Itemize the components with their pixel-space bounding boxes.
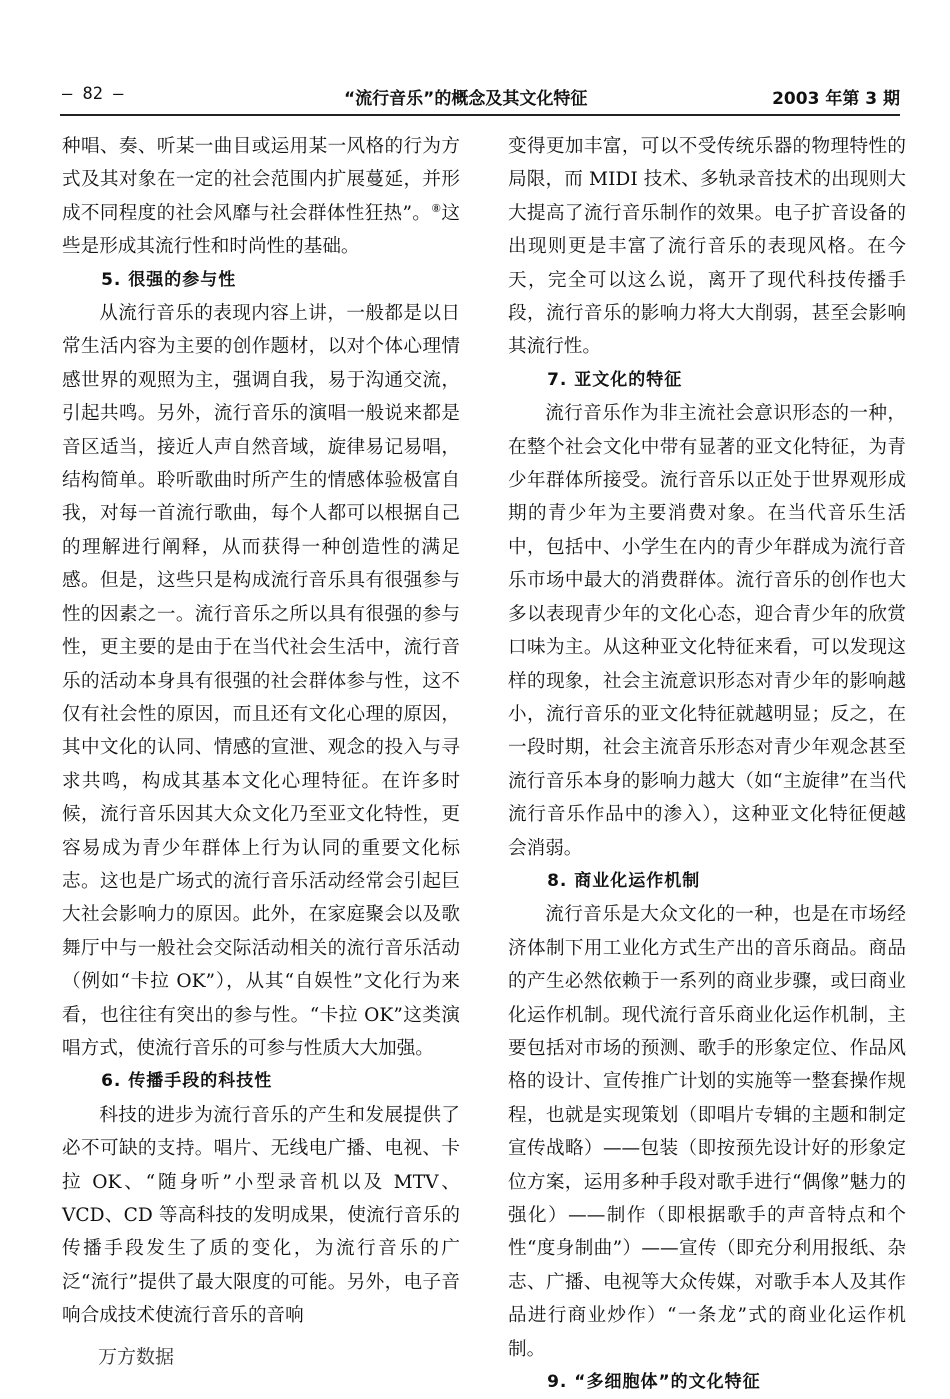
watermark-logo: 万方数据: [98, 1346, 175, 1368]
section-heading-9: 9. “多细胞体”的文化特征: [547, 1372, 761, 1393]
paragraph-continued: 变得更加丰富，可以不受传统乐器的物理特性的局限，而 MIDI 技术、多轨录音技术的出现则大大提高了流行音乐制作的效果。电子扩音设备的出现则更是丰富了流行音乐的表现风格。在今天，完全可以这么说，离开了现代科技传播手段，流行音乐的影响力将大大削弱，甚至会影响其流行性。: [508, 136, 906, 358]
footnote-marker: ⑧: [431, 201, 442, 215]
section-heading-8: 8. 商业化运作机制: [547, 870, 701, 891]
paragraph: 流行音乐作为非主流社会意识形态的一种，在整个社会文化中带有显著的亚文化特征，为青少年群体所接受。流行音乐以正处于世界观形成期的青少年为主要消费对象。在当代音乐生活中，包括中、小学生在内的青少年群成为流行音乐市场中最大的消费群体。流行音乐的创作也大多以表现青少年的文化心态，迎合青少年的欣赏口味为主。从这种亚文化特征来看，可以发现这样的现象，社会主流意识形态对青少年的影响越小，流行音乐的亚文化特征就越明显；反之，在一段时期，社会主流音乐形态对青少年观念甚至流行音乐本身的影响力越大（如“主旋律”在当代流行音乐作品中的渗入），这种亚文化特征便越会消弱。: [508, 403, 906, 859]
paragraph-continued: [62, 130, 460, 264]
running-header: [62, 80, 900, 110]
issue-label: 2003 年第 3 期: [772, 89, 900, 109]
paragraph-text-tail: 这些是形成其流行性和时尚性的基础。: [62, 202, 460, 258]
section-heading-5: 5. 很强的参与性: [101, 269, 237, 290]
section-heading-6: 6. 传播手段的科技性: [101, 1071, 273, 1092]
paragraph: 流行音乐是大众文化的一种，也是在市场经济体制下用工业化方式生产出的音乐商品。商品的产生必然依赖于一系列的商业步骤，或曰商业化运作机制。现代流行音乐商业化运作机制，主要包括对市场的预测、歌手的形象定位、作品风格的设计、宣传推广计划的实施等一整套操作规程，也就是实现策划（即唱片专辑的主题和制定宣传战略）——包装（即按预先设计好的形象定位方案，运用多种手段对歌手进行“偶像”魅力的强化）——制作（即根据歌手的声音特点和个性“度身制曲”）——宣传（即充分利用报纸、杂志、广播、电视等大众传媒，对歌手本人及其作品进行商业炒作）“一条龙”式的商业化运作机制。: [508, 904, 906, 1360]
right-column: [508, 130, 906, 1399]
paragraph: 从流行音乐的表现内容上讲，一般都是以日常生活内容为主要的创作题材，以对个体心理情感世界的观照为主，强调自我，易于沟通交流，引起共鸣。另外，流行音乐的演唱一般说来都是音区适当，接近人声自然音域，旋律易记易唱，结构简单。聆听歌曲时所产生的情感体验极富自我，对每一首流行歌曲，每个人都可以根据自己的理解进行阐释，从而获得一种创造性的满足感。但是，这些只是构成流行音乐具有很强参与性的因素之一。流行音乐之所以具有很强的参与性，更主要的是由于在当代社会生活中，流行音乐的活动本身具有很强的社会群体参与性，这不仅有社会性的原因，而且还有文化心理的原因，其中文化的认同、情感的宣泄、观念的投入与寻求共鸣，构成其基本文化心理特征。在许多时候，流行音乐因其大众文化乃至亚文化特性，更容易成为青少年群体上行为认同的重要文化标志。这也是广场式的流行音乐活动经常会引起巨大社会影响力的原因。此外，在家庭聚会以及歌舞厅中与一般社会交际活动相关的流行音乐活动（例如“卡拉 OK”），从其“自娱性”文化行为来看，也往往有突出的参与性。“卡拉 OK”这类演唱方式，使流行音乐的可参与性质大大加强。: [62, 303, 460, 1059]
section-heading-7: 7. 亚文化的特征: [547, 369, 683, 390]
paragraph-text: 种唱、奏、听某一曲目或运用某一风格的行为方式及其对象在一定的社会范围内扩展蔓延，并形成不同程度的社会风靡与社会群体性狂热”。: [62, 136, 460, 224]
running-title: “流行音乐”的概念及其文化特征: [344, 89, 588, 109]
header-rule: [60, 114, 900, 116]
left-column: [62, 130, 460, 1333]
paragraph: 科技的进步为流行音乐的产生和发展提供了必不可缺的支持。唱片、无线电广播、电视、卡拉 OK、“随身听”小型录音机以及 MTV、VCD、CD 等高科技的发明成果，使流行音乐的传播手段发生了质的变化，为流行音乐的广泛“流行”提供了最大限度的可能。另外，电子音响合成技术使流行音乐的音响: [62, 1104, 460, 1327]
page-number: — 82 —: [62, 84, 124, 104]
